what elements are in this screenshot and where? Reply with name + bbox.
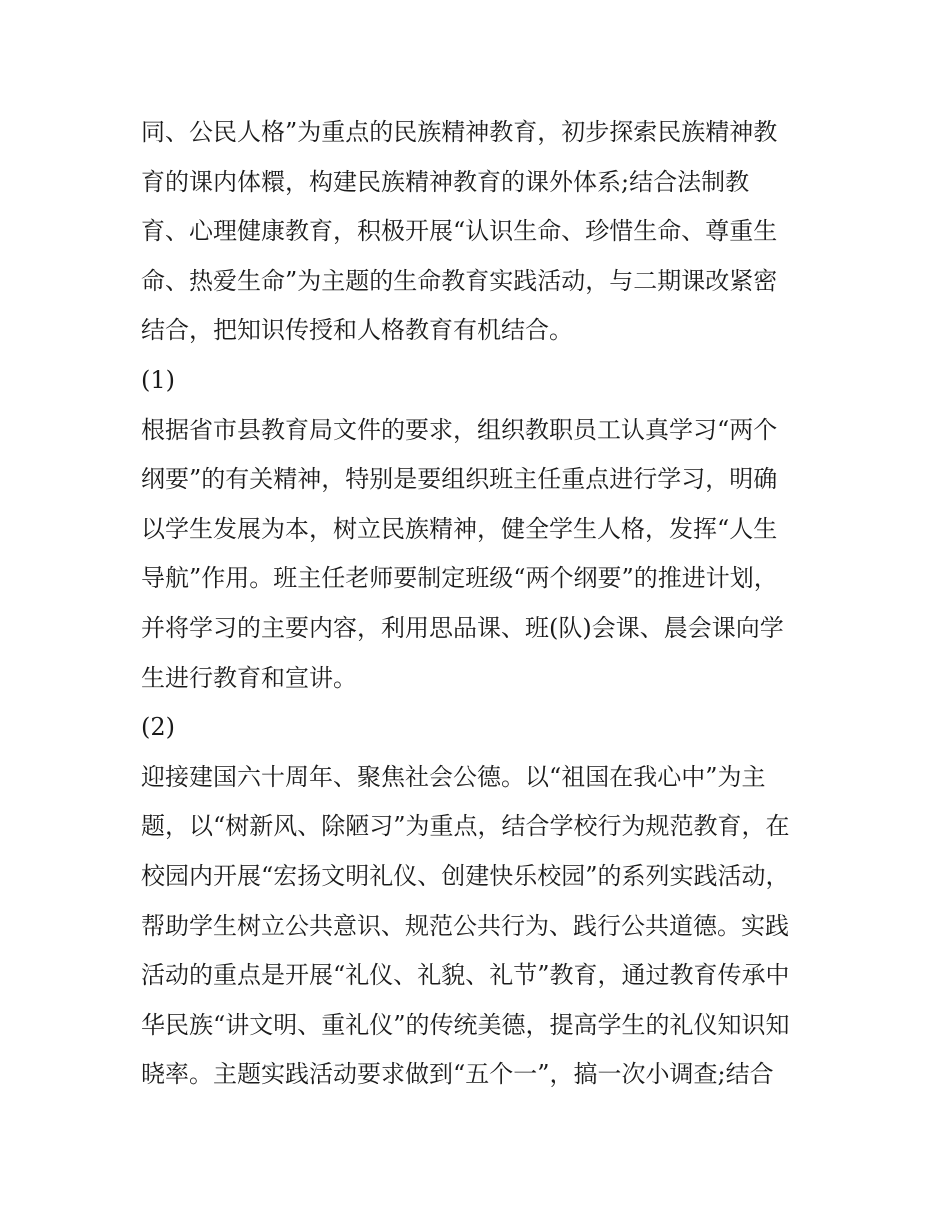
text-line: 校园内开展“宏扬文明礼仪、创建快乐校园”的系列实践活动，: [141, 861, 790, 890]
text-line: 纲要”的有关精神，特别是要组织班主任重点进行学习，明确: [141, 465, 778, 494]
section-marker: (2): [141, 713, 175, 742]
text-line: 并将学习的主要内容，利用思品课、班(队)会课、晨会课向学: [141, 613, 784, 642]
text-line: 题，以“树新风、除陋习”为重点，结合学校行为规范教育，在: [141, 812, 790, 841]
text-line: 根据省市县教育局文件的要求，组织教职员工认真学习“两个: [141, 415, 778, 444]
text-line: 导航”作用。班主任老师要制定班级“两个纲要”的推进计划，: [141, 564, 778, 593]
text-line: 以学生发展为本，树立民族精神，健全学生人格，发挥“人生: [141, 514, 778, 543]
text-line: 生进行教育和宣讲。: [141, 663, 357, 692]
text-line: 晓率。主题实践活动要求做到“五个一”，搞一次小调查;结合: [141, 1060, 774, 1089]
text-line: 结合，把知识传授和人格教育有机结合。: [141, 316, 573, 345]
section-marker: (1): [141, 365, 175, 394]
text-line: 育、心理健康教育，积极开展“认识生命、珍惜生命、尊重生: [141, 217, 778, 246]
document-body: [141, 108, 821, 1100]
text-line: 活动的重点是开展“礼仪、礼貌、礼节”教育，通过教育传承中: [141, 961, 790, 990]
text-line: 同、公民人格”为重点的民族精神教育，初步探索民族精神教: [141, 118, 778, 146]
text-line: 迎接建国六十周年、聚焦社会公德。以“祖国在我心中”为主: [141, 762, 766, 791]
text-line: 育的课内体糫，构建民族精神教育的课外体系;结合法制教: [141, 167, 750, 196]
text-line: 华民族“讲文明、重礼仪”的传统美德，提高学生的礼仪知识知: [141, 1010, 790, 1039]
text-line: 命、热爱生命”为主题的生命教育实践活动，与二期课改紧密: [141, 266, 778, 295]
text-line: 帮助学生树立公共意识、规范公共行为、践行公共道德。实践: [141, 911, 789, 940]
